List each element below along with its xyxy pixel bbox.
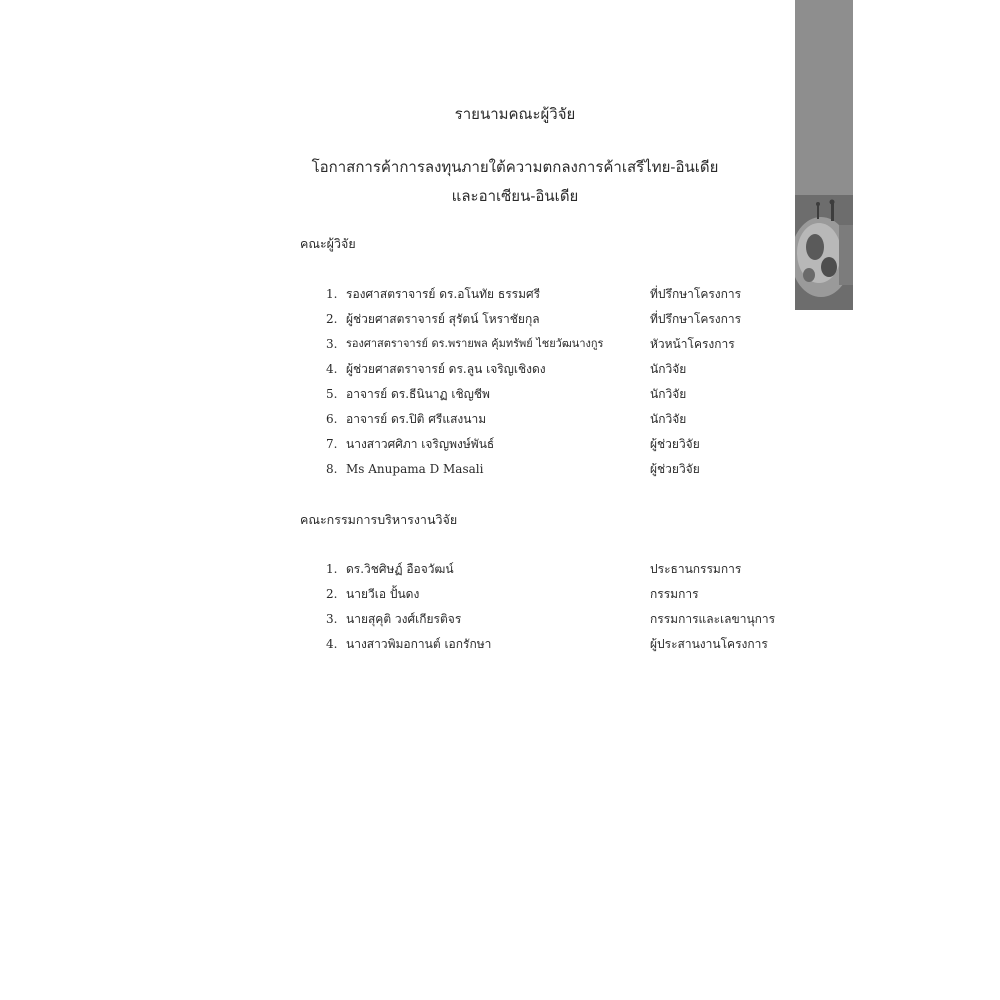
member-role: ผู้ช่วยวิจัย — [650, 462, 700, 476]
member-name: นางสาวพิมอกานต์ เอกรักษา — [346, 637, 492, 651]
committee-member — [0, 609, 1000, 629]
member-name: อาจารย์ ดร.ปิติ ศรีแสงนาม — [346, 412, 487, 426]
research-team-member — [0, 459, 1000, 479]
member-name: นายสุคุติ วงศ์เกียรติจร — [346, 612, 462, 626]
member-role: นักวิจัย — [650, 362, 687, 376]
member-role: หัวหน้าโครงการ — [650, 337, 735, 351]
member-role: นักวิจัย — [650, 387, 687, 401]
member-number: 2. — [326, 312, 338, 326]
research-team-member — [0, 309, 1000, 329]
committee-member — [0, 584, 1000, 604]
member-role: ที่ปรึกษาโครงการ — [650, 287, 742, 301]
research-team-member — [0, 334, 1000, 354]
research-team-member — [0, 384, 1000, 404]
member-name: ผู้ช่วยศาสตราจารย์ ดร.ลูน เจริญเชิงดง — [346, 362, 546, 376]
member-number: 2. — [326, 587, 338, 601]
member-name: Ms Anupama D Masali — [346, 462, 484, 476]
member-number: 1. — [326, 562, 338, 576]
member-name: อาจารย์ ดร.ธีนินาฏ เชิญชีพ — [346, 387, 490, 401]
member-number: 8. — [326, 462, 338, 476]
member-number: 6. — [326, 412, 338, 426]
member-role: ผู้ประสานงานโครงการ — [650, 637, 768, 651]
document-subtitle-line-2: และอาเซียน-อินเดีย — [451, 187, 579, 205]
member-number: 3. — [326, 612, 338, 626]
document-subtitle-line-1: โอกาสการค้าการลงทุนภายใต้ความตกลงการค้าเสรีไทย-อินเดีย — [311, 158, 719, 176]
member-role: กรรมการ — [650, 587, 699, 601]
committee-member — [0, 559, 1000, 579]
side-tab — [795, 0, 853, 310]
member-number: 3. — [326, 337, 338, 351]
committee-member — [0, 634, 1000, 654]
research-team-heading: คณะผู้วิจัย — [300, 236, 356, 251]
member-name: ผู้ช่วยศาสตราจารย์ สุรัตน์ โหราชัยกุล — [346, 312, 540, 326]
member-number: 4. — [326, 637, 338, 651]
member-name: รองศาสตราจารย์ ดร.พรายพล คุ้มทรัพย์ ไชยวัฒนางกูร — [346, 337, 604, 350]
member-number: 5. — [326, 387, 338, 401]
research-team-member — [0, 434, 1000, 454]
member-name: ดร.วิชศิษฏ์ อือจวัฒน์ — [346, 562, 454, 576]
member-name: รองศาสตราจารย์ ดร.อโนทัย ธรรมศรี — [346, 287, 541, 301]
member-number: 1. — [326, 287, 338, 301]
member-number: 4. — [326, 362, 338, 376]
member-number: 7. — [326, 437, 338, 451]
document-title: รายนามคณะผู้วิจัย — [454, 105, 576, 123]
research-team-member — [0, 409, 1000, 429]
member-role: นักวิจัย — [650, 412, 687, 426]
research-team-member — [0, 284, 1000, 304]
management-committee-heading: คณะกรรมการบริหารงานวิจัย — [300, 512, 458, 527]
research-team-member — [0, 359, 1000, 379]
member-name: นางสาวศศิภา เจริญพงษ์พันธ์ — [346, 437, 495, 451]
member-name: นายวีเอ ปั้นดง — [346, 587, 420, 601]
member-role: ประธานกรรมการ — [650, 562, 742, 576]
member-role: ที่ปรึกษาโครงการ — [650, 312, 742, 326]
member-role: กรรมการและเลขานุการ — [650, 612, 776, 626]
member-role: ผู้ช่วยวิจัย — [650, 437, 700, 451]
